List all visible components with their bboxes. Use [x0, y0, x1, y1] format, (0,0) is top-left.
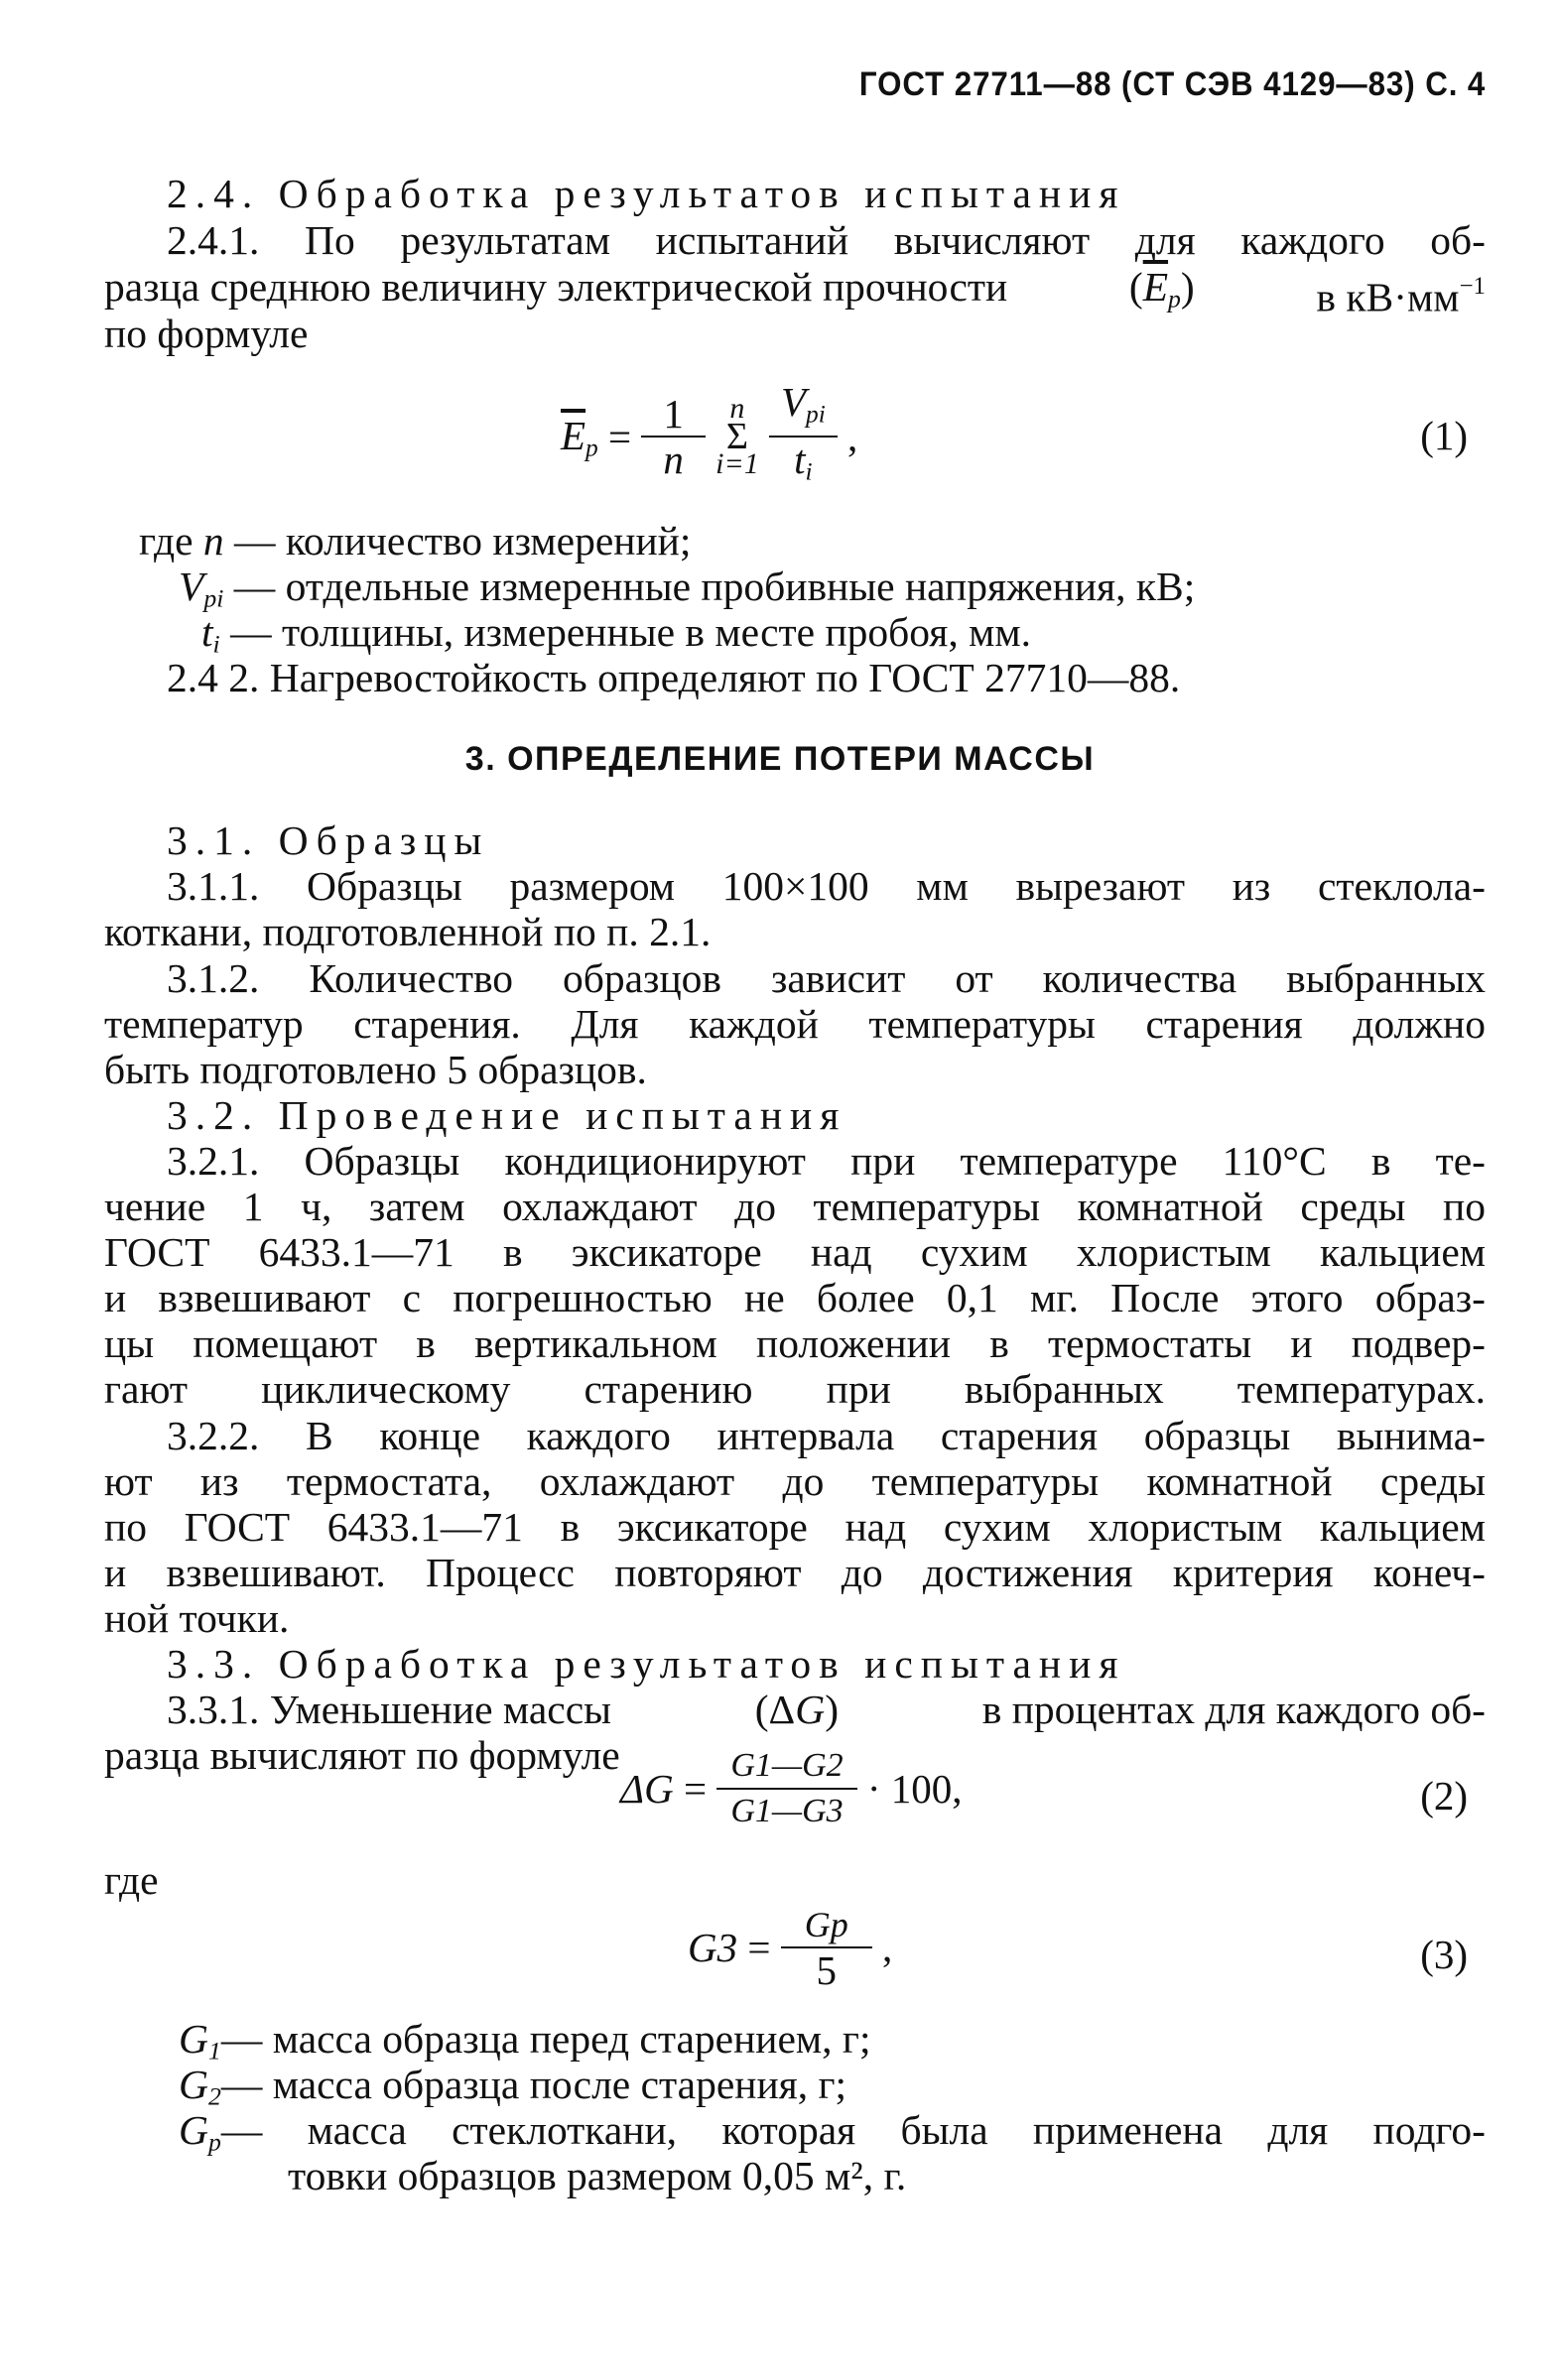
text-segment: в процентах для каждого об-	[981, 1687, 1486, 1732]
para-3-1-2-line-3: быть подготовлено 5 образцов.	[104, 1047, 647, 1092]
where-3-item-gp-cont: товки образцов размером 0,05 м², г.	[288, 2153, 907, 2198]
para-3-2-2-line-2: ют из термостата, охлаждают до температуры комнатной среды	[104, 1458, 1486, 1504]
inline-symbol-delta-g: (ΔG)	[754, 1687, 840, 1732]
where-2-label: где	[104, 1857, 159, 1903]
section-3-1-title: 3.1. Образцы	[167, 817, 490, 863]
section-2-4-title: 2.4. Обработка результатов испытания	[167, 171, 1126, 216]
unit-kv-mm: в $кВ\cdot мм^{-1}$	[1316, 273, 1486, 320]
equation-label-1: (1)	[1420, 413, 1468, 458]
sum-bottom: i=1	[715, 447, 759, 481]
symbol: V	[179, 564, 204, 609]
definition: — масса образца перед старением, г;	[220, 2016, 871, 2062]
para-2-4-1-line-3: по формуле	[104, 311, 309, 356]
frac2-num	[769, 379, 838, 438]
formula-3-lhs: G3	[688, 1925, 738, 1970]
symbol-sub: 1	[207, 2036, 221, 2066]
fraction-1-over-n	[641, 391, 706, 483]
para-3-2-1-line-1: 3.2.1. Образцы кондиционируют при температуре 110°С в те-	[167, 1138, 1486, 1184]
sum-operator	[715, 392, 759, 481]
formula-1	[561, 379, 858, 492]
symbol-sub: i	[212, 629, 220, 659]
definition: — количество измерений;	[223, 518, 692, 564]
where-prefix: где	[139, 518, 203, 564]
fraction-gp-over-5	[781, 1905, 872, 1993]
symbol-sub: p	[207, 2127, 221, 2157]
frac2-den	[769, 438, 838, 491]
v-symbol: V	[780, 379, 807, 425]
para-3-1-1-line-2: коткани, подготовленной по п. 2.1.	[104, 909, 712, 954]
text-segment: разца среднюю величину электрической прочности	[104, 264, 1008, 310]
para-3-1-1-line-1: 3.1.1. Образцы размером 100×100 мм вырезают из стеклола-	[167, 863, 1486, 909]
definition: — масса образца после старения, г;	[220, 2062, 847, 2107]
para-2-4-1-line-1: 2.4.1. По результатам испытаний вычисляют для каждого об-	[167, 217, 1486, 263]
fraction-v-over-t	[769, 379, 838, 492]
equation-label-3: (3)	[1420, 1932, 1468, 1977]
para-3-3-1-line-1	[167, 1687, 1486, 1732]
para-3-2-1-line-2: чение 1 ч, затем охлаждают до температуры комнатной среды по	[104, 1184, 1486, 1229]
symbol: G	[179, 2062, 208, 2107]
definition: — отдельные измеренные пробивные напряжения, кВ;	[223, 564, 1196, 609]
equals-sign: =	[683, 1766, 708, 1812]
para-3-1-2-line-1: 3.1.2. Количество образцов зависит от количества выбранных	[167, 955, 1486, 1001]
fraction-g1g2-over-g1g3	[716, 1746, 856, 1831]
symbol-sub: 2	[207, 2081, 221, 2111]
formula-2-tail: · 100,	[866, 1766, 963, 1812]
den-symbol: n	[663, 437, 684, 483]
formula-2-lhs: ΔG	[620, 1766, 674, 1812]
para-3-2-1-line-4: и взвешивают с погрешностью не более 0,1 мг. После этого образ-	[104, 1275, 1486, 1320]
formula-1-tail: ,	[847, 414, 858, 460]
where-1-item-n	[139, 518, 691, 564]
para-3-3-1-line-2: разца вычисляют по формуле	[104, 1732, 620, 1778]
para-3-2-1-line-6: гают циклическому старению при выбранных температурах.	[104, 1366, 1486, 1412]
page-header: ГОСТ 27711—88 (СТ СЭВ 4129—83) С. 4	[858, 65, 1486, 103]
definition: — масса стеклоткани, которая была применена для подго-	[220, 2107, 1486, 2153]
para-3-2-2-line-3: по ГОСТ 6433.1—71 в эксикаторе над сухим хлористым кальцием	[104, 1504, 1486, 1550]
frac-den: G1—G3	[730, 1793, 844, 1829]
v-sub: pi	[806, 400, 826, 429]
section-3-2-title: 3.2. Проведение испытания	[167, 1092, 847, 1138]
lhs-sub: p	[585, 434, 598, 462]
para-3-1-2-line-2: температур старения. Для каждой температуры старения должно	[104, 1001, 1486, 1047]
text-segment: 3.3.1. Уменьшение массы	[167, 1687, 612, 1732]
equals-sign: =	[608, 414, 632, 460]
symbol-sub: pi	[203, 583, 224, 613]
para-3-2-2-line-4: и взвешивают. Процесс повторяют до достижения критерия конеч-	[104, 1550, 1486, 1595]
para-3-2-1-line-3: ГОСТ 6433.1—71 в эксикаторе над сухим хлористым кальцием	[104, 1229, 1486, 1275]
sum-top: n	[729, 392, 745, 426]
formula-3-tail: ,	[881, 1925, 893, 1970]
symbol: G	[179, 2016, 208, 2062]
frac-num: Gp	[781, 1905, 872, 1948]
formula-1-lhs	[561, 412, 598, 462]
formula-2	[620, 1746, 963, 1831]
lhs-symbol: $\overline{E}$	[561, 412, 586, 458]
para-3-2-1-line-5: цы помещают в вертикальном положении в термостаты и подвер-	[104, 1320, 1486, 1366]
t-sub: i	[805, 457, 813, 486]
unit-text: в кВ·мм	[1316, 274, 1460, 320]
inline-symbol-ep: $(\overline{E}_p)$	[1128, 264, 1195, 313]
para-2-4-1-line-2	[104, 264, 1486, 321]
para-3-2-2-line-5: ной точки.	[104, 1595, 290, 1641]
t-symbol: t	[794, 437, 806, 483]
frac-num: G1—G2	[716, 1746, 856, 1790]
equals-sign: =	[747, 1925, 771, 1970]
frac-num: 1	[641, 394, 706, 438]
definition: — толщины, измеренные в месте пробоя, мм.	[219, 609, 1031, 655]
equation-label-2: (2)	[1420, 1773, 1468, 1818]
formula-3	[688, 1905, 893, 1993]
symbol: t	[201, 609, 213, 655]
frac-den	[641, 437, 706, 483]
para-2-4-2: 2.4 2. Нагревостойкость определяют по ГОСТ 27710—88.	[167, 655, 1181, 700]
section-3-heading: 3. ОПРЕДЕЛЕНИЕ ПОТЕРИ МАССЫ	[464, 740, 1096, 778]
section-3-3-title: 3.3. Обработка результатов испытания	[167, 1641, 1126, 1687]
para-3-2-2-line-1: 3.2.2. В конце каждого интервала старения образцы вынима-	[167, 1413, 1486, 1458]
frac-den: 5	[816, 1947, 837, 1993]
symbol: n	[202, 518, 224, 564]
sum-sign: Σ	[725, 416, 748, 458]
symbol: G	[179, 2107, 208, 2153]
